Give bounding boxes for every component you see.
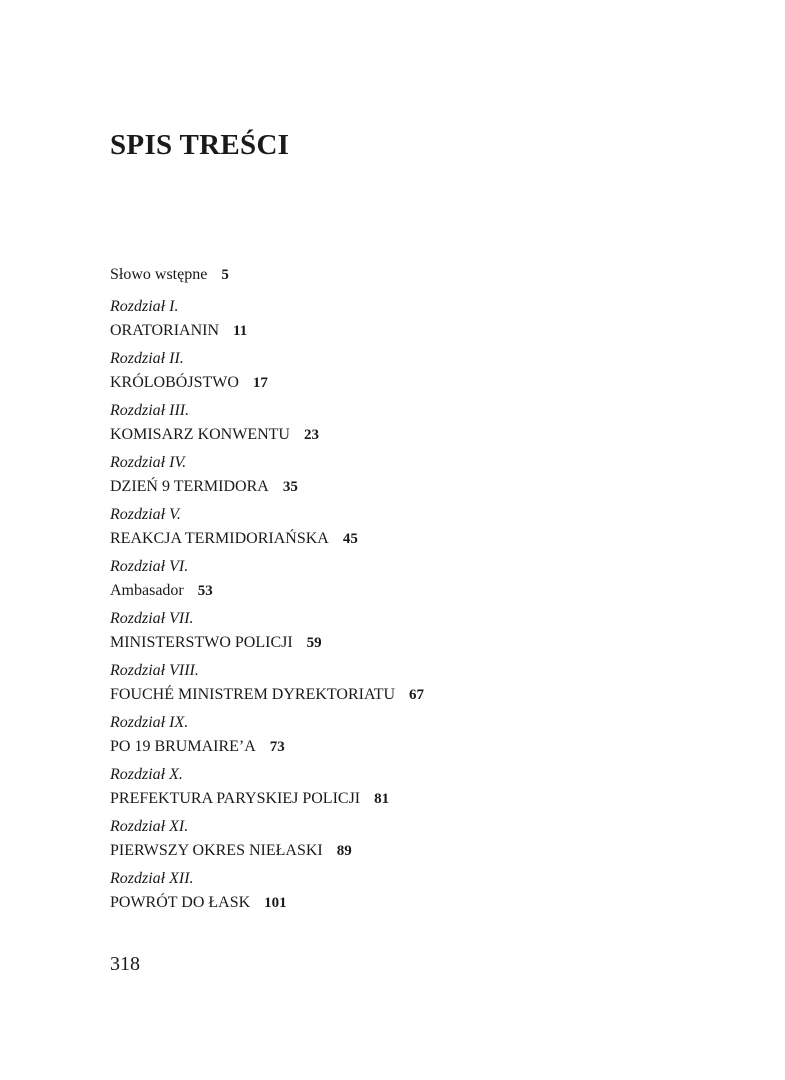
chapter-title: POWRÓT DO ŁASK (110, 894, 251, 911)
chapter-page-number: 81 (374, 791, 390, 807)
chapter-line (110, 423, 424, 447)
toc-entry-chapter (110, 711, 424, 759)
toc-entry-chapter (110, 867, 424, 915)
chapter-page-number: 35 (282, 479, 298, 495)
chapter-page-number: 59 (306, 635, 322, 651)
chapter-label: Rozdział I. (110, 298, 179, 315)
chapter-line (110, 787, 424, 811)
toc-entry-chapter (110, 607, 424, 655)
chapter-page-number: 17 (252, 375, 268, 391)
chapter-title: REAKCJA TERMIDORIAŃSKA (110, 530, 329, 547)
chapter-label: Rozdział X. (110, 766, 183, 783)
chapter-line (110, 735, 424, 759)
toc-entry-chapter (110, 347, 424, 395)
table-of-contents (110, 262, 424, 919)
chapter-label: Rozdział VI. (110, 558, 189, 575)
chapter-page-number: 101 (264, 895, 287, 911)
chapter-page-number: 11 (233, 323, 248, 339)
chapter-label: Rozdział IV. (110, 454, 187, 471)
toc-entry-chapter (110, 295, 424, 343)
chapter-label: Rozdział V. (110, 506, 181, 523)
chapter-label: Rozdział IX. (110, 714, 189, 731)
chapter-title: PO 19 BRUMAIRE’A (110, 738, 256, 755)
entry-page-number: 5 (221, 267, 229, 283)
chapter-title: PREFEKTURA PARYSKIEJ POLICJI (110, 790, 361, 807)
chapter-title: KRÓLOBÓJSTWO (110, 374, 239, 391)
chapter-line (110, 527, 424, 551)
entry-title: Słowo wstępne (110, 266, 208, 283)
chapter-line (110, 319, 424, 343)
chapter-line (110, 683, 424, 707)
chapter-title: MINISTERSTWO POLICJI (110, 634, 293, 651)
chapter-label: Rozdział II. (110, 350, 184, 367)
chapter-title: PIERWSZY OKRES NIEŁASKI (110, 842, 323, 859)
chapter-line (110, 631, 424, 655)
toc-entry-chapter (110, 659, 424, 707)
toc-entry-chapter (110, 555, 424, 603)
chapter-label: Rozdział XII. (110, 870, 194, 887)
page-title: SPIS TREŚCI (110, 129, 290, 161)
page-number: 318 (110, 953, 140, 975)
chapter-title: Ambasador (110, 582, 184, 599)
chapter-line (110, 891, 424, 915)
toc-entry-chapter (110, 503, 424, 551)
chapter-page-number: 45 (342, 531, 358, 547)
chapter-page-number: 89 (336, 843, 352, 859)
toc-entry-chapter (110, 763, 424, 811)
toc-entry-chapter (110, 815, 424, 863)
chapter-page-number: 73 (269, 739, 285, 755)
chapter-title: KOMISARZ KONWENTU (110, 426, 290, 443)
chapter-title: FOUCHÉ MINISTREM DYREKTORIATU (110, 686, 396, 703)
chapter-title: ORATORIANIN (110, 322, 220, 339)
chapter-line (110, 839, 424, 863)
chapter-page-number: 53 (197, 583, 213, 599)
chapter-label: Rozdział VIII. (110, 662, 199, 679)
chapter-label: Rozdział VII. (110, 610, 194, 627)
chapter-line (110, 475, 424, 499)
toc-entry-chapter (110, 399, 424, 447)
toc-entry-chapter (110, 451, 424, 499)
chapter-line (110, 579, 424, 603)
chapter-page-number: 23 (303, 427, 319, 443)
chapter-line (110, 371, 424, 395)
chapter-title: DZIEŃ 9 TERMIDORA (110, 478, 269, 495)
chapter-page-number: 67 (409, 687, 425, 703)
chapter-label: Rozdział III. (110, 402, 190, 419)
chapter-label: Rozdział XI. (110, 818, 189, 835)
toc-entry-foreword (110, 262, 424, 288)
